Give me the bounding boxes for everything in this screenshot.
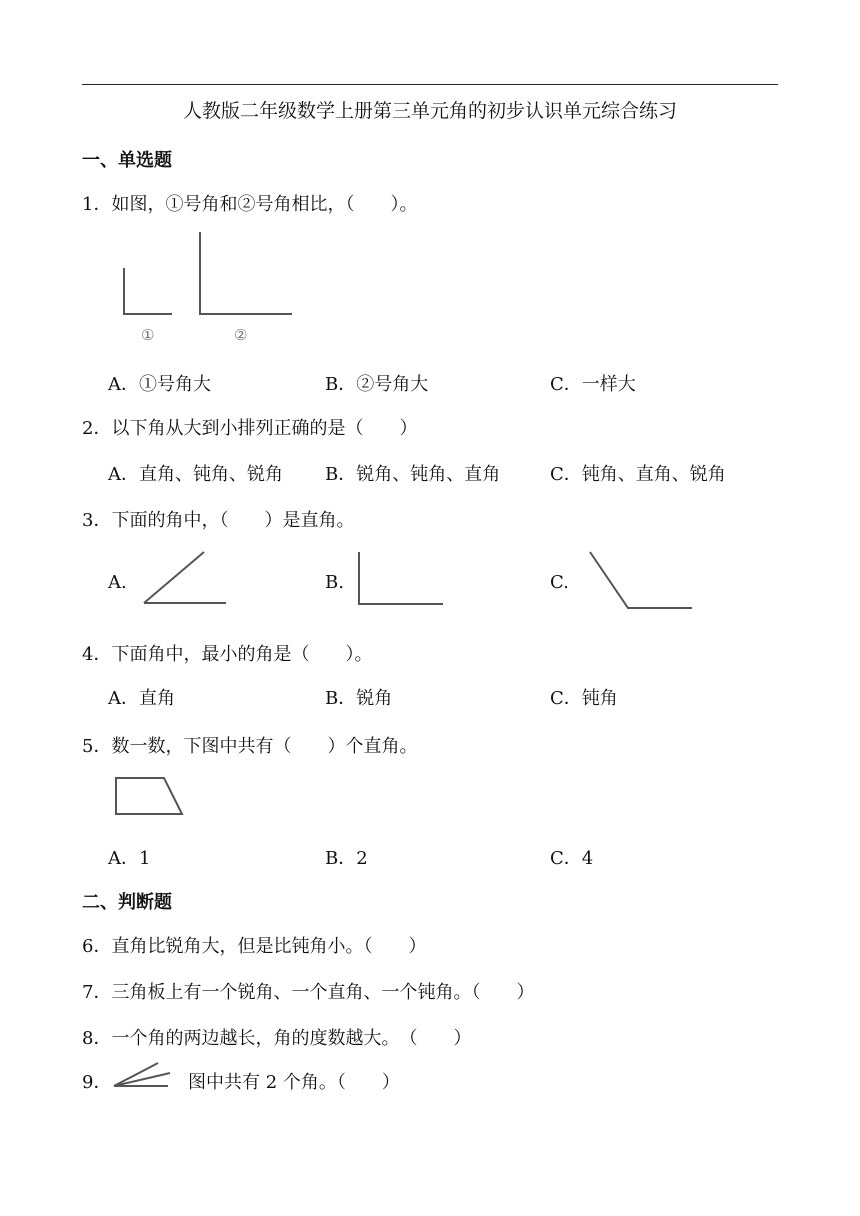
- question-3-figure-a-acute-angle: [140, 548, 230, 608]
- angle-1-shape: [124, 268, 172, 314]
- question-2-option-c[interactable]: C．钝角、直角、锐角: [550, 464, 726, 485]
- question-5-option-c[interactable]: C．4: [550, 848, 594, 869]
- section-heading-single-choice: 一、单选题: [82, 150, 172, 171]
- question-4-option-c[interactable]: C．钝角: [550, 688, 618, 709]
- angle-2-shape: [200, 232, 292, 314]
- question-9-figure-angles: [112, 1060, 172, 1090]
- header-rule: [82, 84, 778, 85]
- question-9-number: 9．: [82, 1072, 112, 1093]
- question-5-option-a[interactable]: A．1: [108, 848, 151, 869]
- question-1-option-b[interactable]: B．②号角大: [325, 374, 429, 395]
- question-2-option-b[interactable]: B．锐角、钝角、直角: [325, 464, 501, 485]
- question-3-option-a[interactable]: A.: [108, 572, 127, 593]
- page-title: 人教版二年级数学上册第三单元角的初步认识单元综合练习: [182, 100, 677, 122]
- question-2-option-a[interactable]: A．直角、钝角、锐角: [108, 464, 283, 485]
- question-3-option-b[interactable]: B.: [325, 572, 344, 593]
- question-4-option-a[interactable]: A．直角: [108, 688, 175, 709]
- question-9-stem: 图中共有 2 个角。（ ）: [188, 1072, 400, 1093]
- question-3-stem: 3．下面的角中，（ ）是直角。: [82, 510, 355, 531]
- question-4-option-b[interactable]: B．锐角: [325, 688, 393, 709]
- angle-1-label: ①: [141, 326, 155, 344]
- angle-2-label: ②: [234, 326, 248, 344]
- question-5-option-b[interactable]: B．2: [325, 848, 368, 869]
- question-8-stem: 8．一个角的两边越长，角的度数越大。 （ ）: [82, 1028, 472, 1049]
- question-3-option-c[interactable]: C.: [550, 572, 569, 593]
- question-1-option-a[interactable]: A．①号角大: [108, 374, 211, 395]
- question-1-figure: [110, 228, 310, 348]
- question-2-stem: 2．以下角从大到小排列正确的是（ ）: [82, 418, 418, 439]
- question-7-stem: 7．三角板上有一个锐角、一个直角、一个钝角。（ ）: [82, 982, 535, 1003]
- section-heading-true-false: 二、判断题: [82, 892, 172, 913]
- question-6-stem: 6．直角比锐角大，但是比钝角小。（ ）: [82, 936, 427, 957]
- question-5-figure-trapezoid: [112, 774, 188, 820]
- question-3-figure-c-obtuse-angle: [588, 550, 696, 612]
- question-1-stem: 1．如图，①号角和②号角相比，（ ）。: [82, 194, 418, 215]
- question-1-option-c[interactable]: C．一样大: [550, 374, 636, 395]
- question-4-stem: 4．下面角中，最小的角是（ ）。: [82, 644, 373, 665]
- question-5-stem: 5．数一数，下图中共有（ ）个直角。: [82, 736, 418, 757]
- question-3-figure-b-right-angle: [356, 550, 448, 608]
